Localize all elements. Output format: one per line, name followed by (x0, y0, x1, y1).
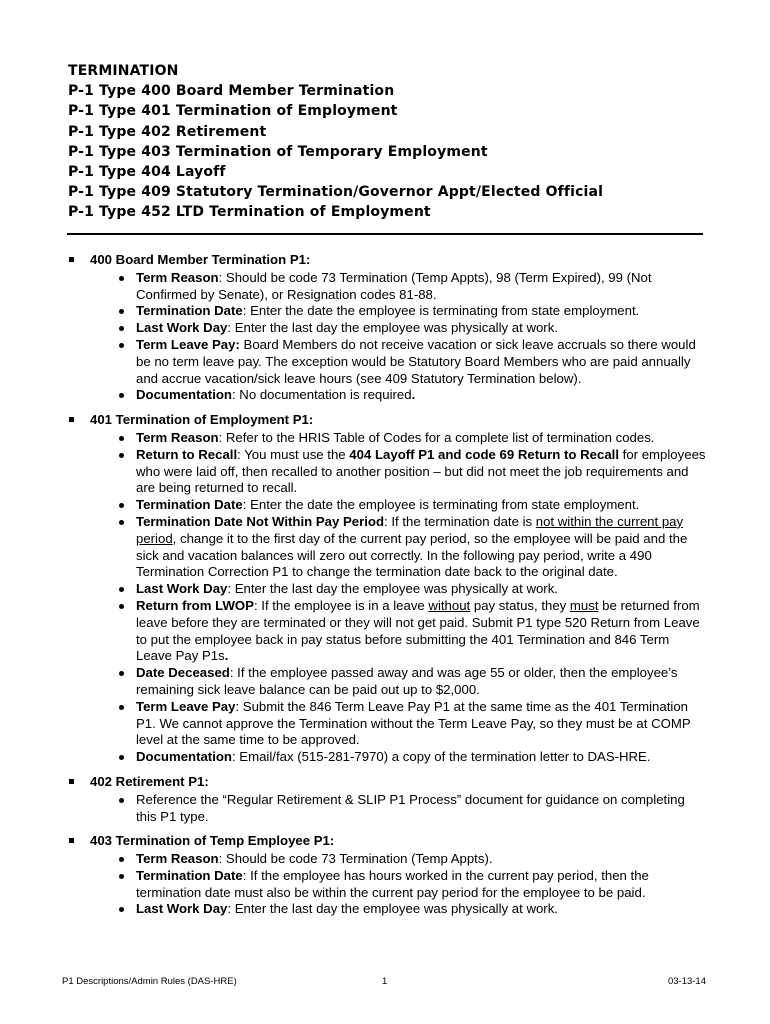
item-text: without (428, 597, 471, 613)
section-heading (68, 412, 708, 429)
list-item (136, 851, 708, 868)
round-bullet-icon (119, 393, 124, 398)
item-text: : Submit the 846 Term Leave Pay P1 at the same time as the 401 Termination P1. We cannot approve the Termination without the Term Leave Pay, so they must be at COMP level at the same time to be approved. (136, 698, 691, 748)
document-header (68, 61, 708, 223)
item-text: : If the employee passed away and was age 55 or older, then the employee’s remaining sick leave balance can be paid out up to $2,000. (136, 665, 678, 697)
document-title: TERMINATION (68, 63, 179, 79)
item-label: . (411, 387, 416, 403)
item-text: : Enter the last day the employee was physically at work. (227, 581, 558, 597)
list-item (136, 387, 708, 404)
list-item (136, 749, 708, 766)
round-bullet-icon (119, 671, 124, 676)
list-item (136, 792, 708, 826)
round-bullet-icon (119, 436, 124, 441)
round-bullet-icon (119, 343, 124, 348)
round-bullet-icon (119, 326, 124, 331)
item-text: must (569, 597, 599, 613)
list-item (136, 320, 708, 337)
section (68, 252, 708, 404)
section (68, 774, 708, 825)
round-bullet-icon (119, 604, 124, 609)
square-bullet-icon (69, 417, 74, 422)
item-label: Documentation (136, 387, 232, 403)
item-label: Return from LWOP (136, 597, 254, 613)
item-label: Termination Date (136, 497, 243, 513)
item-text: : If the employee has hours worked in the current pay period, then the termination date must also be within the current pay period for the employee to be paid. (136, 867, 649, 900)
item-text: : If the employee is in a leave (253, 597, 429, 613)
item-label: Date Deceased (136, 665, 230, 681)
item-text: : No documentation is required (231, 387, 412, 403)
item-label: Term Leave Pay (136, 698, 236, 714)
round-bullet-icon (119, 798, 124, 803)
item-label: 404 Layoff P1 and code 69 Return to Recall (349, 446, 619, 462)
round-bullet-icon (119, 874, 124, 879)
round-bullet-icon (119, 453, 124, 458)
item-text: be returned from leave before they are terminated or they will not get paid. Submit P1 type 520 Return from Leave to put the employee back in pay status before submitting the 401 Termination and 846 Term Leave Pay P1s (136, 597, 700, 664)
item-label: Last Work Day (136, 320, 228, 336)
list-item (136, 514, 708, 581)
bullet-list (68, 851, 708, 918)
list-item (136, 497, 708, 514)
bullet-list (68, 430, 708, 766)
round-bullet-icon (119, 857, 124, 862)
list-item (136, 699, 708, 749)
item-label: . (224, 648, 229, 664)
item-label: Term Reason (136, 851, 219, 867)
item-text: : Enter the date the employee is terminating from state employment. (242, 497, 640, 513)
list-item (136, 868, 708, 902)
round-bullet-icon (119, 276, 124, 281)
item-text: pay status, they (470, 597, 570, 613)
list-item (136, 337, 708, 387)
section-heading (68, 774, 708, 791)
round-bullet-icon (119, 705, 124, 710)
item-text: for employees who were laid off, then recalled to another position – but did not meet the job requirements and are being returned to recall. (136, 446, 706, 496)
item-text: Board Members do not receive vacation or sick leave accruals so there would be no term leave pay. The exception would be Statutory Board Members who are paid annually and accrue vacation/sick leave hours (see 409 Statutory Termination below). (136, 336, 696, 386)
item-label: Term Reason (136, 269, 219, 285)
square-bullet-icon (69, 838, 74, 843)
item-label: Last Work Day (136, 901, 228, 917)
item-text: : Enter the date the employee is terminating from state employment. (242, 303, 640, 319)
item-label: Term Reason (136, 429, 219, 445)
section-title: 400 Board Member Termination P1: (90, 252, 311, 267)
item-text: : Enter the last day the employee was physically at work. (227, 901, 558, 917)
list-item (136, 581, 708, 598)
item-label: Documentation (136, 749, 232, 765)
footer-date: 03-13-14 (667, 976, 706, 987)
item-label: Return to Recall (136, 446, 238, 462)
header-line: P-1 Type 400 Board Member Termination (68, 83, 395, 100)
round-bullet-icon (119, 907, 124, 912)
header-line: P-1 Type 409 Statutory Termination/Governor Appt/Elected Official (68, 184, 604, 201)
header-divider (67, 233, 703, 235)
document-body (68, 252, 708, 926)
section (68, 412, 708, 766)
header-line: P-1 Type 402 Retirement (68, 123, 267, 140)
list-item (136, 303, 708, 320)
round-bullet-icon (119, 587, 124, 592)
item-text: : Refer to the HRIS Table of Codes for a complete list of termination codes. (218, 429, 655, 445)
section-title: 403 Termination of Temp Employee P1: (90, 833, 335, 849)
section-heading (68, 252, 708, 269)
item-text: : Enter the last day the employee was physically at work. (227, 320, 558, 336)
item-label: Termination Date (136, 867, 243, 883)
round-bullet-icon (119, 755, 124, 760)
item-text: : Email/fax (515-281-7970) a copy of the termination letter to DAS-HRE. (231, 749, 651, 765)
list-item (136, 430, 708, 447)
list-item (136, 665, 708, 699)
list-item (136, 901, 708, 918)
section-title: 401 Termination of Employment P1: (90, 412, 314, 428)
item-text: Reference the “Regular Retirement & SLIP P1 Process” document for guidance on completing this P1 type. (136, 791, 685, 824)
item-text: : If the termination date is (384, 513, 536, 529)
item-text: , change it to the first day of the current pay period, so the employee will be paid and the sick and vacation balances will zero out correctly. In the following pay period, write a 490 Termination Correction P1 to change the termination date back to the original date. (136, 530, 688, 580)
round-bullet-icon (119, 503, 124, 508)
square-bullet-icon (69, 779, 74, 784)
section-heading (68, 833, 708, 850)
header-line: P-1 Type 401 Termination of Employment (68, 103, 398, 120)
footer-document-name: P1 Descriptions/Admin Rules (DAS-HRE) (62, 976, 237, 987)
section-title: 402 Retirement P1: (90, 773, 209, 789)
list-item (136, 270, 708, 304)
item-text: : You must use the (237, 446, 350, 462)
round-bullet-icon (119, 309, 124, 314)
item-text: : Should be code 73 Termination (Temp Appts), 98 (Term Expired), 99 (Not Confirmed by Senate), or Resignation codes 81-88. (136, 269, 652, 302)
round-bullet-icon (119, 520, 124, 525)
page-footer (62, 976, 706, 990)
header-line: P-1 Type 452 LTD Termination of Employment (68, 204, 431, 221)
header-line: P-1 Type 403 Termination of Temporary Employment (68, 143, 488, 160)
header-line: P-1 Type 404 Layoff (68, 164, 226, 181)
bullet-list (68, 792, 708, 826)
footer-page-number: 1 (382, 976, 388, 987)
square-bullet-icon (69, 257, 74, 262)
list-item (136, 447, 708, 497)
item-text: not within the current pay period (136, 513, 684, 546)
item-label: Termination Date (136, 303, 243, 319)
section (68, 833, 708, 918)
item-text: : Should be code 73 Termination (Temp Appts). (218, 851, 493, 867)
item-label: Last Work Day (136, 581, 228, 597)
item-label: Term Leave Pay: (136, 336, 240, 352)
bullet-list (68, 270, 708, 404)
item-label: Termination Date Not Within Pay Period (136, 513, 385, 529)
list-item (136, 598, 708, 665)
